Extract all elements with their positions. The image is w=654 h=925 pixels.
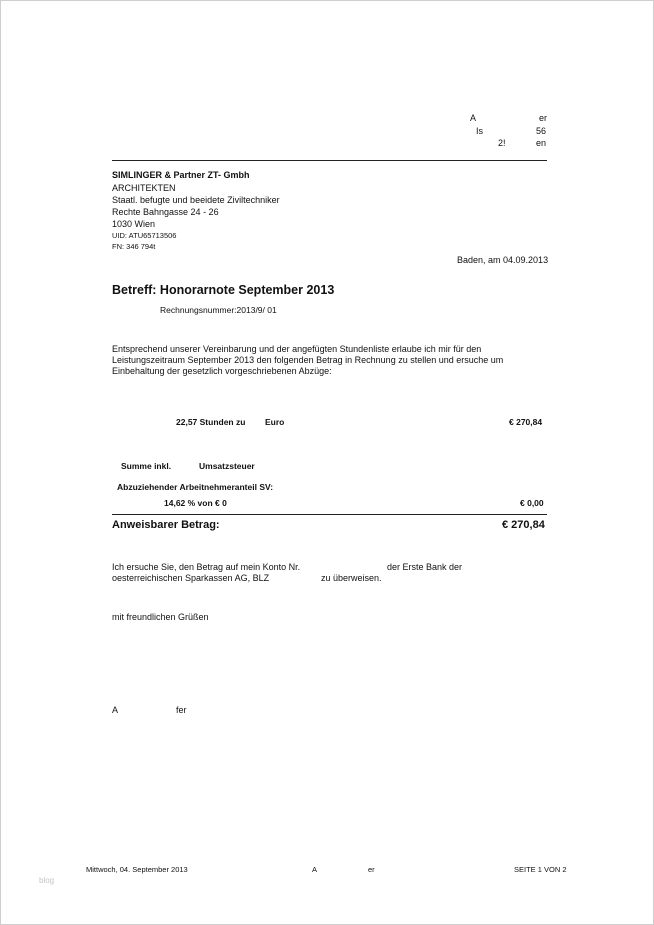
footer-date: Mittwoch, 04. September 2013 (86, 865, 188, 874)
company-fn: FN: 346 794t (112, 242, 156, 251)
sender-line2-right: 56 (536, 126, 547, 136)
sender-line3-left: 2! (498, 138, 506, 148)
hours-label: 22,57 Stunden zu (176, 417, 246, 427)
footer-page-number: SEITE 1 VON 2 (514, 865, 567, 874)
total-divider (112, 514, 547, 515)
payment-line1-b: der Erste Bank der (387, 562, 463, 572)
summe-label: Summe inkl. (121, 461, 172, 471)
company-uid: UID: ATU65713506 (112, 231, 177, 240)
invoice-number: Rechnungsnummer:2013/9/ 01 (160, 305, 277, 315)
sender-line1-left: A (470, 113, 477, 123)
payment-line2-b: zu überweisen. (321, 573, 382, 583)
intro-paragraph: Entsprechend unserer Vereinbarung und der angefügten Stundenliste erlaube ich mir für den Leistungszeitraum September 2013 den folgenden Betrag in Rechnung zu stellen und ersuche um Einbehaltung der gesetzlich vorgeschriebenen Abzüge: (112, 344, 504, 376)
company-street: Rechte Bahngasse 24 - 26 (112, 207, 219, 217)
deduction-rate: 14,62 % von € 0 (164, 498, 227, 508)
sender-line2-left: Is (476, 126, 484, 136)
subject-heading: Betreff: Honorarnote September 2013 (112, 283, 335, 297)
deduction-label: Abzuziehender Arbeitnehmeranteil SV: (117, 482, 274, 492)
line-item-amount: € 270,84 (509, 417, 543, 427)
company-city: 1030 Wien (112, 219, 156, 229)
total-amount: € 270,84 (502, 519, 545, 531)
signature-right: fer (176, 705, 187, 715)
payment-line2-a: oesterreichischen Sparkassen AG, BLZ (112, 573, 270, 583)
footer-mid-right: er (368, 865, 375, 874)
watermark-text: blog (39, 876, 55, 885)
closing-greeting: mit freundlichen Grüßen (112, 612, 209, 622)
company-description: Staatl. befugte und beeidete Ziviltechniker (112, 195, 280, 205)
footer-mid-left: A (312, 865, 318, 874)
company-profession: ARCHITEKTEN (112, 183, 176, 193)
company-name: SIMLINGER & Partner ZT- Gmbh (112, 170, 250, 180)
payment-line1-a: Ich ersuche Sie, den Betrag auf mein Konto Nr. (112, 562, 301, 572)
place-date: Baden, am 04.09.2013 (457, 255, 549, 265)
header-divider (112, 160, 547, 161)
signature-left: A (112, 705, 119, 715)
sender-line1-right: er (539, 113, 548, 123)
sender-line3-right: en (536, 138, 547, 148)
deduction-amount: € 0,00 (520, 498, 544, 508)
total-label: Anweisbarer Betrag: (112, 519, 220, 531)
summe-tax-label: Umsatzsteuer (199, 461, 255, 471)
currency-label: Euro (265, 417, 285, 427)
